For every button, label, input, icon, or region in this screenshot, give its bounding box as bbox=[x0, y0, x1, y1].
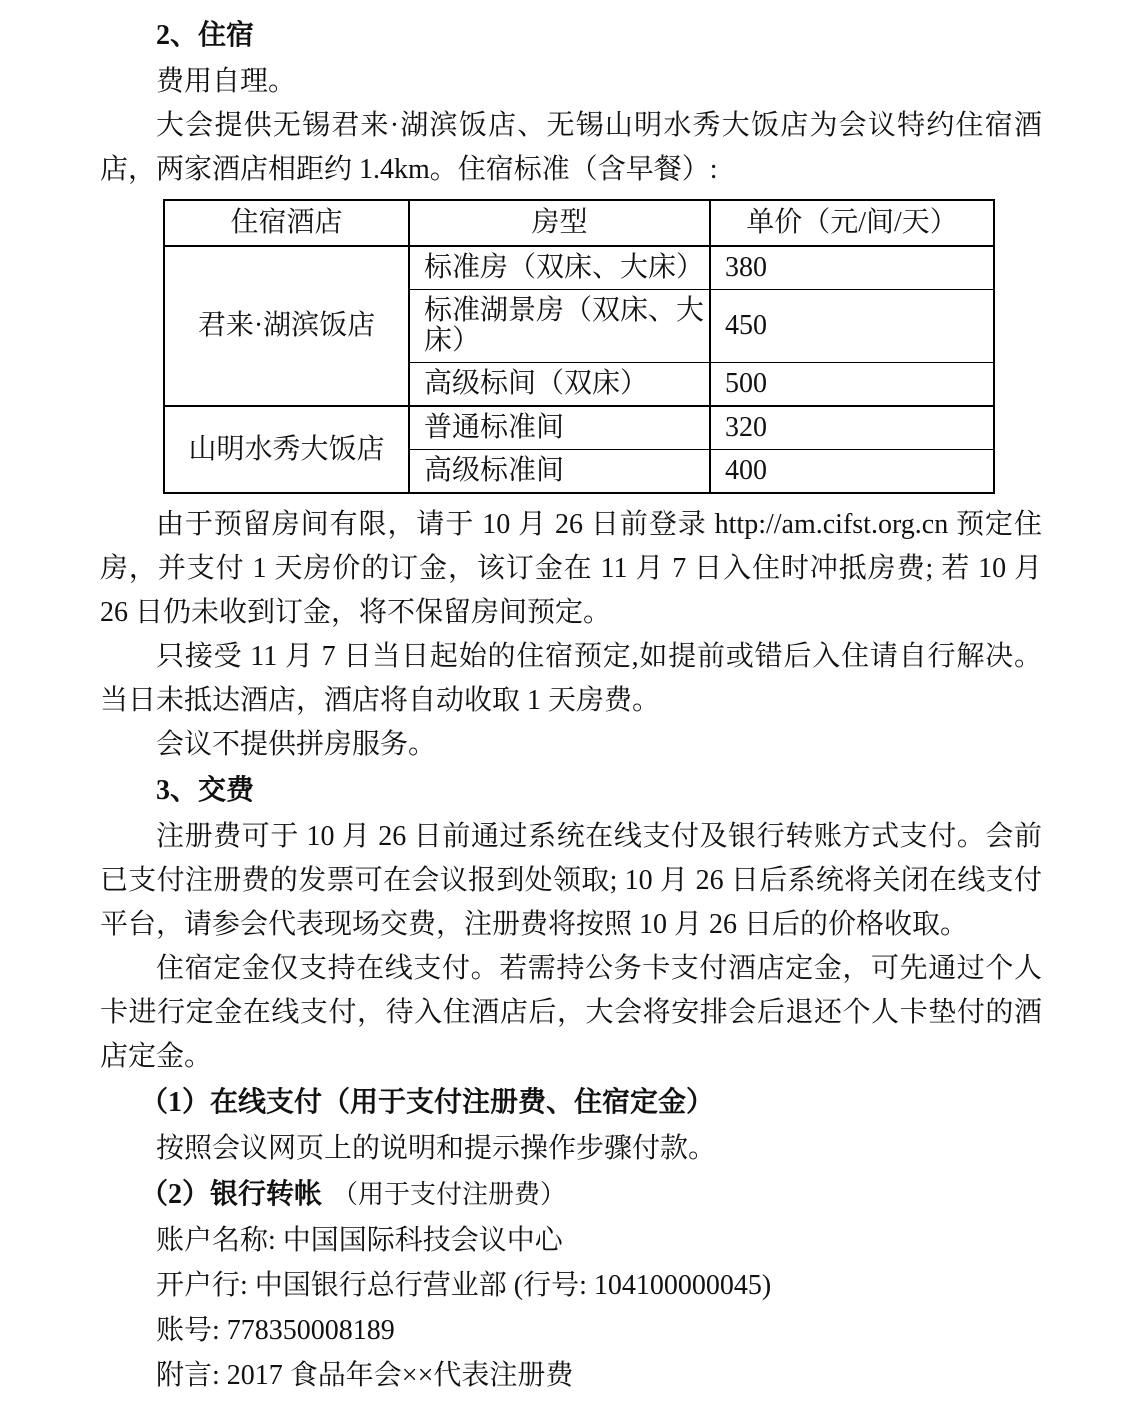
bank-branch: 开户行: 中国银行总行营业部 (行号: 104100000045) bbox=[156, 1270, 772, 1301]
cell-room-type: 标准湖景房（双床、大床） bbox=[409, 290, 710, 363]
cell-hotel-name: 山明水秀大饭店 bbox=[164, 406, 409, 493]
bank-memo: 附言: 2017 食品年会××代表注册费 bbox=[156, 1360, 574, 1391]
cell-price: 400 bbox=[710, 450, 994, 494]
col-header-price: 单价（元/间/天） bbox=[710, 200, 994, 246]
cell-price: 450 bbox=[710, 290, 994, 363]
paragraph-deposit-policy: 住宿定金仅支持在线支付。若需持公务卡支付酒店定金，可先通过个人卡进行定金在线支付，待入住酒店后，大会将安排会后退还个人卡垫付的酒店定金。 bbox=[100, 953, 1042, 1072]
paragraph-online-instruction: 按照会议网页上的说明和提示操作步骤付款。 bbox=[156, 1133, 717, 1164]
hotel-price-table bbox=[163, 199, 995, 494]
section-heading-lodging: 2、住宿 bbox=[156, 20, 255, 51]
paragraph-no-room-sharing: 会议不提供拼房服务。 bbox=[156, 729, 437, 760]
cell-price: 320 bbox=[710, 406, 994, 450]
cell-hotel-name: 君来·湖滨饭店 bbox=[164, 246, 409, 406]
section-heading-payment: 3、交费 bbox=[156, 775, 255, 806]
table-header-row bbox=[164, 200, 994, 246]
paragraph-checkin-rules: 只接受 11 月 7 日当日起始的住宿预定,如提前或错后入住请自行解决。当日未抵达酒店，酒店将自动收取 1 天房费。 bbox=[100, 641, 1042, 716]
bank-transfer-note: （用于支付注册费） bbox=[332, 1180, 567, 1209]
col-header-hotel: 住宿酒店 bbox=[164, 200, 409, 246]
paragraph-hotel-intro: 大会提供无锡君来·湖滨饭店、无锡山明水秀大饭店为会议特约住宿酒店，两家酒店相距约 1.4km。住宿标准（含早餐）: bbox=[100, 110, 1042, 185]
col-header-room-type: 房型 bbox=[409, 200, 710, 246]
table-row bbox=[164, 246, 994, 290]
cell-price: 500 bbox=[710, 363, 994, 407]
cell-price: 380 bbox=[710, 246, 994, 290]
paragraph-booking-deposit: 由于预留房间有限，请于 10 月 26 日前登录 http://am.cifst.org.cn 预定住房，并支付 1 天房价的订金，该订金在 11 月 7 日入住时冲抵房费; 若 10 月 26 日仍未收到订金，将不保留房间预定。 bbox=[100, 509, 1042, 628]
paragraph-registration-fee: 注册费可于 10 月 26 日前通过系统在线支付及银行转账方式支付。会前已支付注册费的发票可在会议报到处领取; 10 月 26 日后系统将关闭在线支付平台，请参会代表现场交费，注册费将按照 10 月 26 日后的价格收取。 bbox=[100, 821, 1042, 940]
cell-room-type: 普通标准间 bbox=[409, 406, 710, 450]
bank-account-number: 账号: 778350008189 bbox=[156, 1315, 395, 1346]
paragraph-self-pay: 费用自理。 bbox=[156, 66, 297, 97]
cell-room-type: 高级标间（双床） bbox=[409, 363, 710, 407]
bank-account-name: 账户名称: 中国国际科技会议中心 bbox=[156, 1225, 563, 1256]
table-row bbox=[164, 406, 994, 450]
subheading-bank-transfer bbox=[100, 1173, 1042, 1217]
subheading-online-payment: （1）在线支付（用于支付注册费、住宿定金） bbox=[140, 1087, 715, 1118]
bank-transfer-title: （2）银行转帐 bbox=[140, 1179, 323, 1210]
cell-room-type: 高级标准间 bbox=[409, 450, 710, 494]
cell-room-type: 标准房（双床、大床） bbox=[409, 246, 710, 290]
